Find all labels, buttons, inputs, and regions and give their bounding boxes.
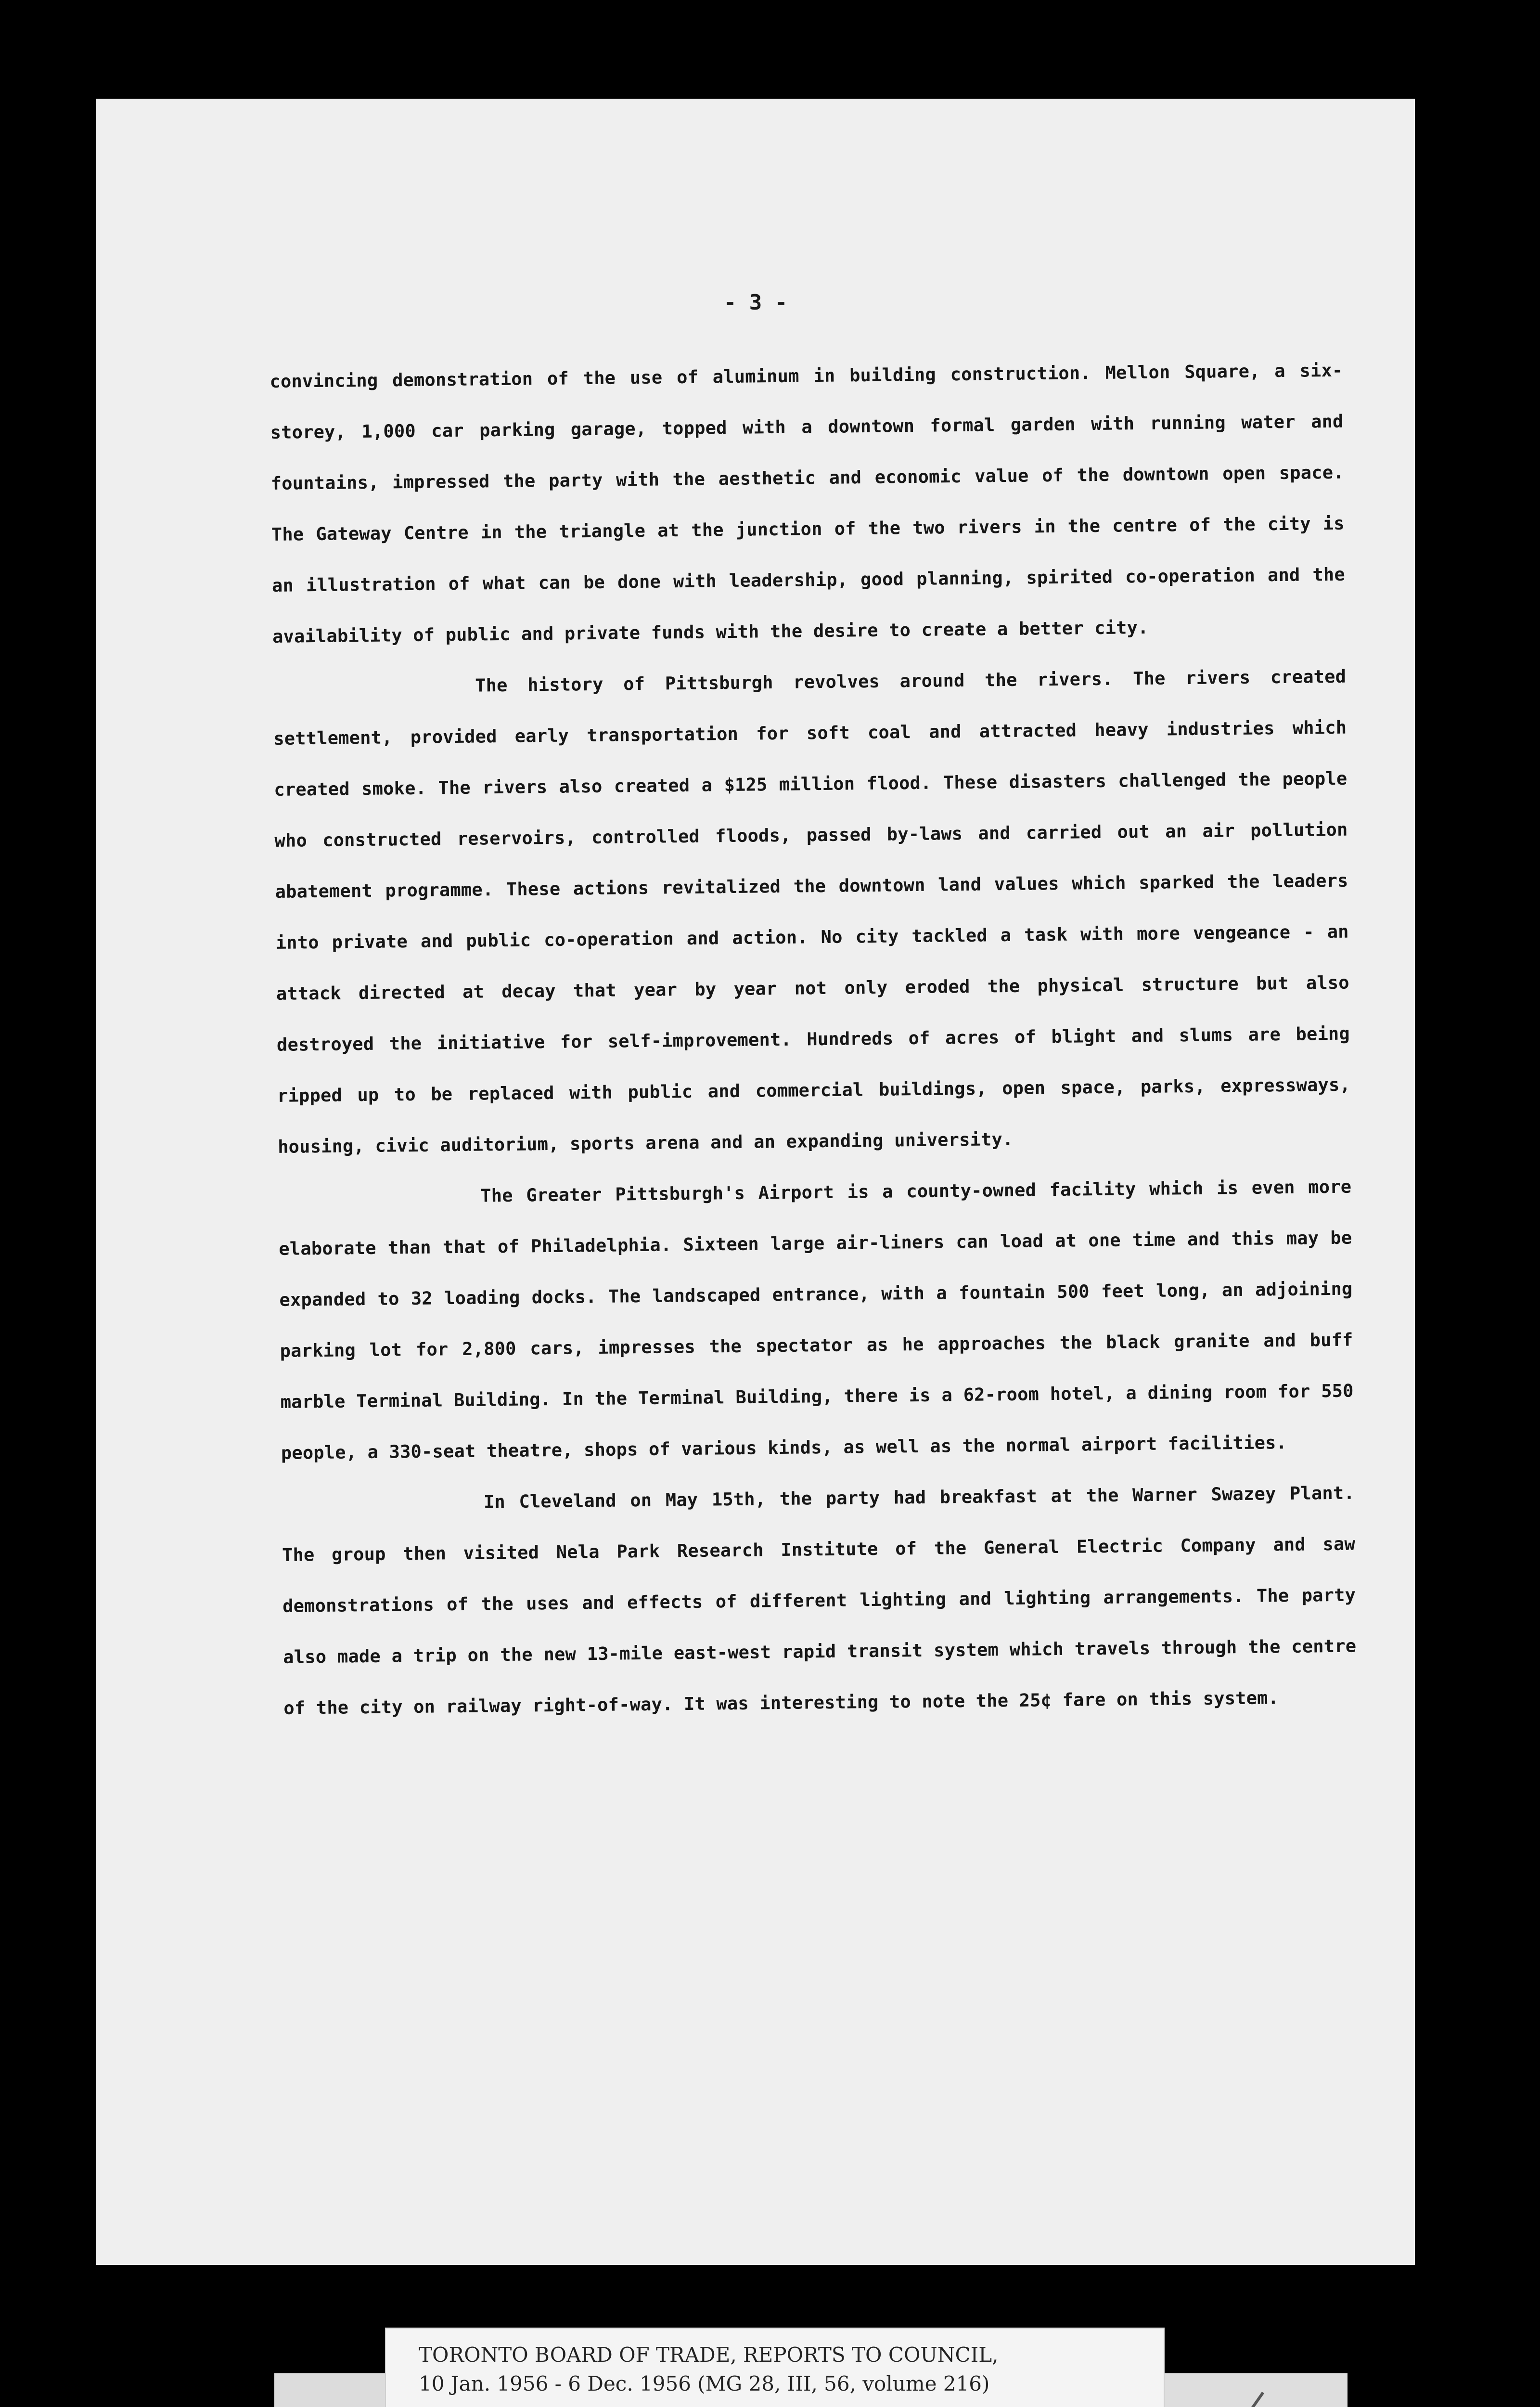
- paragraph-1: convincing demonstration of the use of aluminum in building construction. Mellon Square, a six-storey, 1,000 car parking garage, topped with a downtown formal garden with running water and fountains, impressed the party with the aesthetic and economic value of the downtown open space. The Gateway Centre in the triangle at the junction of the two rivers in the centre of the city is an illustration of what can be done with leadership, good planning, spirited co-operation and the availability of public and private funds with the desire to create a better city.: [270, 360, 1346, 647]
- document-page: [96, 99, 1415, 2265]
- archive-reference-label: [385, 2328, 1165, 2407]
- document-body: [270, 345, 1357, 1734]
- paragraph-2: The history of Pittsburgh revolves around the rivers. The rivers created settlement, provided early transportation for soft coal and attracted heavy industries which created smoke. The rivers also created a $125 million flood. These disasters challenged the people who constructed reservoirs, controlled floods, passed by-laws and carried out an air pollution abatement programme. These actions revitalized the downtown land values which sparked the leaders into private and public co-operation and action. No city tackled a task with more vengeance - an attack directed at decay that year by year not only eroded the physical structure but also destroyed the initiative for self-improvement. Hundreds of acres of blight and slums are being ripped up to be replaced with public and commercial buildings, open space, parks, expressways, housing, civic auditorium, sports arena and an expanding university.: [273, 666, 1351, 1157]
- archive-card-left: [274, 2373, 395, 2407]
- paragraph-4: In Cleveland on May 15th, the party had breakfast at the Warner Swazey Plant. The group then visited Nela Park Research Institute of the General Electric Company and saw demonstrations of the uses and effects of different lighting and lighting arrangements. The party also made a trip on the new 13-mile east-west rapid transit system which travels through the centre of the city on railway right-of-way. It was interesting to note the 25¢ fare on this system.: [282, 1482, 1357, 1719]
- page-number: - 3 -: [723, 290, 788, 315]
- archive-label-line-1: TORONTO BOARD OF TRADE, REPORTS TO COUNCIL,: [419, 2343, 999, 2367]
- paragraph-3: The Greater Pittsburgh's Airport is a county-owned facility which is even more elaborate than that of Philadelphia. Sixteen large air-liners can load at one time and this may be expanded to 32 loading docks. The landscaped entrance, with a fountain 500 feet long, an adjoining parking lot for 2,800 cars, impresses the spectator as he approaches the black granite and buff marble Terminal Building. In the Terminal Building, there is a 62-room hotel, a dining room for 550 people, a 330-seat theatre, shops of various kinds, as well as the normal airport facilities.: [279, 1176, 1354, 1463]
- archive-label-line-2: 10 Jan. 1956 - 6 Dec. 1956 (MG 28, III, 56, volume 216): [419, 2372, 990, 2395]
